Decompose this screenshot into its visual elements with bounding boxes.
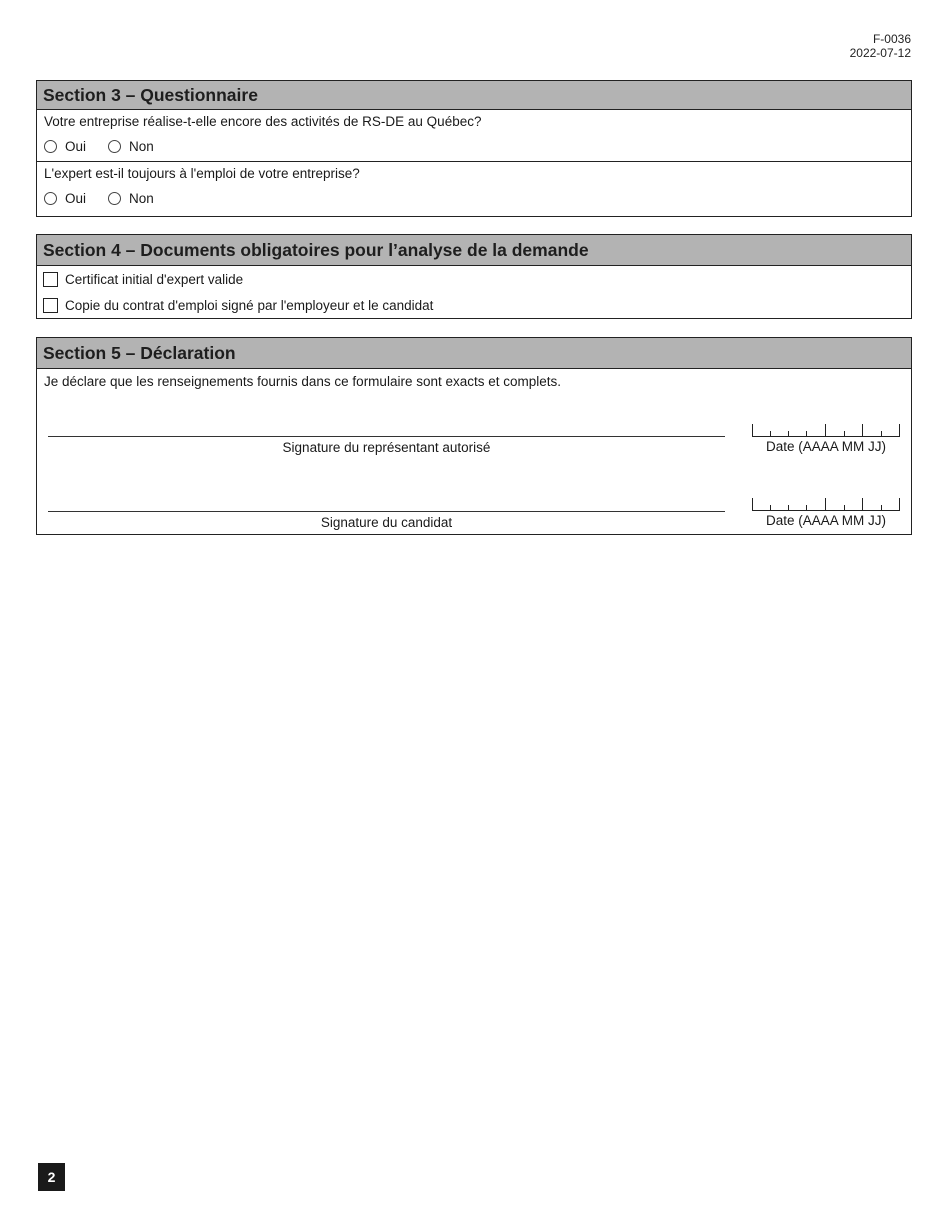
form-code <box>850 32 911 60</box>
section-questionnaire <box>36 80 912 217</box>
question-text: L'expert est-il toujours à l'emploi de votre entreprise? <box>44 166 360 181</box>
document-label: Copie du contrat d'emploi signé par l'employeur et le candidat <box>65 297 434 313</box>
section-5-title: Section 5 – Déclaration <box>37 338 911 369</box>
radio-option-non[interactable] <box>108 139 154 154</box>
signature-line[interactable] <box>48 511 725 512</box>
radio-label: Oui <box>65 138 87 154</box>
radio-button-icon[interactable] <box>108 192 121 205</box>
radio-option-non[interactable] <box>108 191 154 206</box>
radio-button-icon[interactable] <box>44 192 57 205</box>
section-declaration <box>36 337 912 535</box>
radio-label: Non <box>129 190 154 206</box>
signature-row-candidate <box>37 469 911 529</box>
signature-row-representative <box>37 394 911 469</box>
date-field[interactable] <box>752 498 900 528</box>
page-number: 2 <box>38 1163 65 1191</box>
radio-label: Non <box>129 138 154 154</box>
radio-group <box>44 132 904 160</box>
radio-label: Oui <box>65 190 87 206</box>
signature-label: Signature du candidat <box>320 515 453 530</box>
radio-group <box>44 184 904 212</box>
date-field[interactable] <box>752 424 900 454</box>
date-segments <box>752 424 900 437</box>
section-4-title: Section 4 – Documents obligatoires pour l’analyse de la demande <box>37 235 911 266</box>
checkbox-icon[interactable] <box>43 272 58 287</box>
radio-button-icon[interactable] <box>44 140 57 153</box>
radio-option-oui[interactable] <box>44 139 86 154</box>
section-3-title: Section 3 – Questionnaire <box>37 81 911 110</box>
radio-option-oui[interactable] <box>44 191 86 206</box>
document-item-contract[interactable] <box>37 292 911 318</box>
date-format-label: Date (AAAA MM JJ) <box>765 513 887 528</box>
signature-line[interactable] <box>48 436 725 437</box>
form-number: F-0036 <box>872 32 911 46</box>
declaration-statement: Je déclare que les renseignements fournis dans ce formulaire sont exacts et complets. <box>44 374 562 389</box>
section-required-documents <box>36 234 912 319</box>
question-expert-employed <box>37 161 911 215</box>
document-item-certificate[interactable] <box>37 266 911 292</box>
question-text: Votre entreprise réalise-t-elle encore des activités de RS-DE au Québec? <box>44 114 482 129</box>
date-format-label: Date (AAAA MM JJ) <box>765 439 887 454</box>
signature-label: Signature du représentant autorisé <box>282 440 491 455</box>
radio-button-icon[interactable] <box>108 140 121 153</box>
document-label: Certificat initial d'expert valide <box>65 271 244 287</box>
checkbox-icon[interactable] <box>43 298 58 313</box>
date-segments <box>752 498 900 511</box>
form-revision-date: 2022-07-12 <box>849 46 911 60</box>
question-rsde-activities <box>37 110 911 161</box>
